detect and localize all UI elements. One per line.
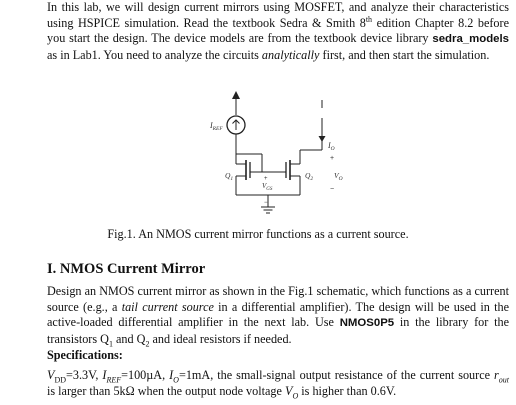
q1-label: $Q_1$	[225, 171, 234, 182]
section-paragraph	[47, 284, 509, 347]
io-label: $I_O$	[328, 141, 335, 152]
section-text-1: Design an NMOS current mirror as shown in the Fig.1 schematic, which functions as a current source (e.g., a	[47, 284, 509, 314]
library-name: sedra_models	[432, 33, 509, 46]
specifications-title: Specifications:	[47, 348, 123, 362]
figure-caption: Fig.1. An NMOS current mirror functions as a current source.	[107, 227, 409, 241]
vo-minus-sign: −	[330, 186, 335, 193]
section-text-5: and ideal resistors if needed.	[149, 331, 292, 346]
vo-plus-sign: +	[330, 155, 335, 162]
vgs-plus-sign: +	[264, 176, 268, 182]
section-text-3: in the library for the transistors Q	[47, 315, 509, 346]
q2-subscript: 2	[145, 339, 150, 349]
section-text-4: and Q	[112, 331, 146, 346]
intro-text-2: edition Chapter 8.2 before you start the design. The device models are from the textbook device library	[47, 15, 509, 46]
model-name: NMOS0P5	[339, 317, 395, 330]
q1-subscript: 1	[108, 339, 113, 349]
vgs-minus-sign: −	[264, 200, 268, 206]
vdd-arrow-icon	[232, 91, 240, 99]
intro-text-3: as in Lab1. You need to analyze the circuits	[47, 47, 262, 62]
intro-superscript: th	[365, 14, 373, 24]
intro-text-4: first, and then start the simulation.	[319, 47, 490, 62]
intro-italic: analytically	[261, 47, 320, 62]
intro-text-1: In this lab, we will design current mirrors using MOSFET, and analyze their characteristics using HSPICE simulation. Read the textbook Sedra & Smith 8	[47, 0, 509, 30]
io-arrow-icon	[319, 136, 326, 142]
iref-label: $I_{REF}$	[210, 121, 223, 132]
section-title: I. NMOS Current Mirror	[47, 261, 206, 277]
section-italic: tail current source	[121, 299, 214, 314]
specifications-text: $V_{DD}=3.3V$, $I_{REF}=100\mu A$, $I_O=1mA$, the small-signal output resistance of the current source $r_{out}$ is larger than 5kΩ when the output node voltage $V_O$ is higher than 0.6V.	[47, 368, 509, 401]
q2-label: $Q_2$	[305, 171, 314, 182]
section-text-2: in a differential amplifier). The design will be used in the active-loaded differential amplifier in the next lab. Use	[47, 299, 510, 330]
vgs-label: $V_{GS}$	[262, 182, 273, 192]
vo-label: $V_O$	[334, 171, 343, 182]
